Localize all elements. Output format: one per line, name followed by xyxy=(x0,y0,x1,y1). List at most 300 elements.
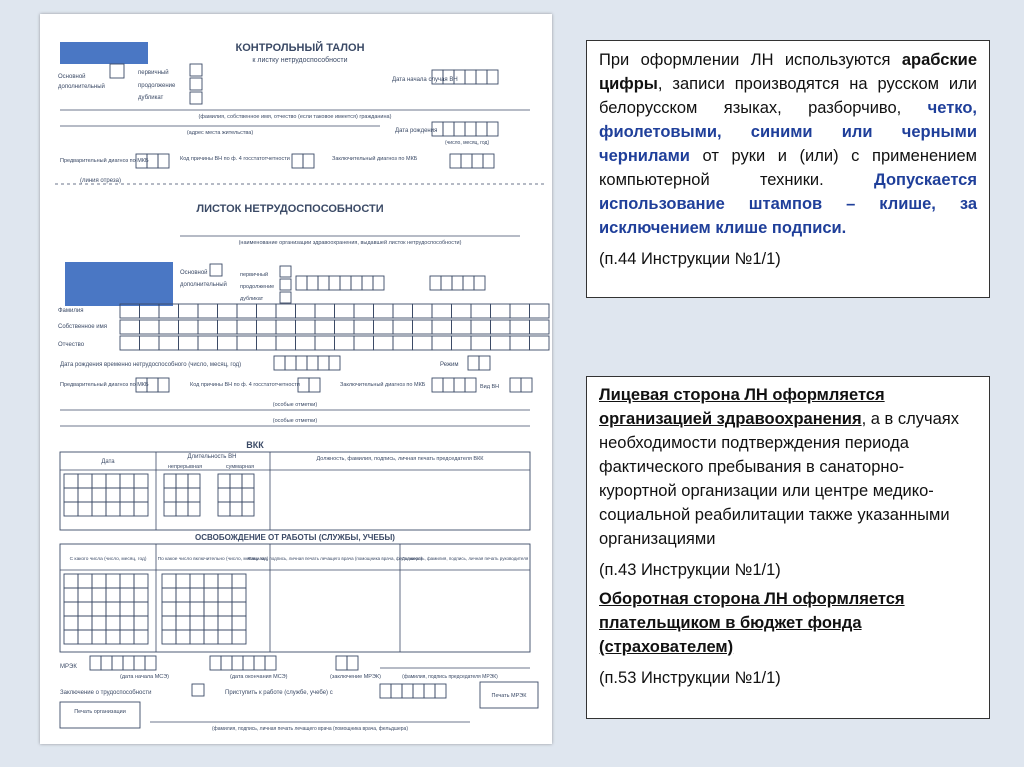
birth-cell xyxy=(443,122,454,136)
patronymic-cell xyxy=(140,336,160,350)
date-cell xyxy=(465,70,476,84)
patronymic-cell xyxy=(120,336,140,350)
patronymic-cell xyxy=(354,336,374,350)
number-cell xyxy=(441,276,452,290)
vkk-date-cell xyxy=(92,474,106,488)
rules-text-2: , записи производятся на русском или белорусском языках, разборчиво, xyxy=(599,75,977,117)
patronymic-cell xyxy=(276,336,296,350)
name-cell xyxy=(237,320,257,334)
final-diag-cell xyxy=(461,154,472,168)
release-from-cell xyxy=(120,574,134,588)
mrek-end-cell xyxy=(254,656,265,670)
name-cell xyxy=(354,320,374,334)
rules-text-ink: четко, фиолетовыми, синими или черными чернилами xyxy=(599,99,977,165)
vkk-date-cell xyxy=(120,474,134,488)
mrek-start-cell xyxy=(112,656,123,670)
mrek-start-caption: (дата начала МСЭ) xyxy=(120,674,169,680)
surname-cell xyxy=(393,304,413,318)
release-to-cell xyxy=(232,588,246,602)
vkk-total-cell xyxy=(242,502,254,516)
final-diag-cell xyxy=(483,154,494,168)
diag-cell xyxy=(147,154,158,168)
release-to-cell xyxy=(190,574,204,588)
seal-mrek-label: Печать МРЭК xyxy=(491,693,527,699)
release-col-to: По какое число включительно (число, месяц, год) xyxy=(157,557,269,562)
vkk-date-cell xyxy=(134,474,148,488)
redacted-block xyxy=(60,42,148,64)
release-to-cell xyxy=(204,588,218,602)
surname-cell xyxy=(452,304,472,318)
patronymic-cell xyxy=(257,336,277,350)
front-side-text xyxy=(599,383,977,551)
back-side-reference: (п.53 Инструкции №1/1) xyxy=(599,669,781,687)
rules-reference: (п.44 Инструкции №1/1) xyxy=(599,250,781,268)
release-to-cell xyxy=(204,616,218,630)
release-from-cell xyxy=(64,588,78,602)
surname-cell xyxy=(413,304,433,318)
release-from-cell xyxy=(78,574,92,588)
surname-cell xyxy=(140,304,160,318)
rules-text-stamps: Допускается использование штампов – клише, за исключением клише подписи. xyxy=(599,171,977,237)
label-additional: дополнительный xyxy=(180,282,227,288)
release-to-cell xyxy=(162,630,176,644)
mrek-concl-caption: (заключение МРЭК) xyxy=(330,674,381,680)
vkk-cont-cell xyxy=(176,502,188,516)
return-date-cell xyxy=(424,684,435,698)
date-issue-label: Дата начала случая ВН xyxy=(392,77,458,83)
form-title: ЛИСТОК НЕТРУДОСПОСОБНОСТИ xyxy=(196,203,384,215)
mrek-start-cell xyxy=(134,656,145,670)
checkbox xyxy=(210,264,222,276)
label-main: Основной xyxy=(180,270,208,276)
mrek-end-caption: (дата окончания МСЭ) xyxy=(230,674,288,680)
surname-cell xyxy=(296,304,316,318)
vkk-cont-cell xyxy=(164,502,176,516)
birth-cell xyxy=(476,122,487,136)
name-cell xyxy=(452,320,472,334)
prelim-diag-label: Предварительный диагноз по МКБ xyxy=(60,158,149,164)
number-cell xyxy=(362,276,373,290)
vkk-col-continuous: непрерывная xyxy=(167,464,203,470)
checkbox xyxy=(192,684,204,696)
seal-org-label: Печать организации xyxy=(74,709,126,715)
surname-cell xyxy=(471,304,491,318)
checkbox xyxy=(280,279,291,290)
surname-cell xyxy=(374,304,394,318)
cause-code-label: Код причины ВН по ф. 4 госстатотчетности xyxy=(180,156,290,162)
release-col-from: С какого числа (число, месяц, год) xyxy=(69,557,147,562)
vkk-col-chair: Должность, фамилия, подпись, личная печать председателя ВКК xyxy=(316,456,484,462)
vkk-date-cell xyxy=(134,502,148,516)
birth-cell xyxy=(465,122,476,136)
release-col-doctor: Фамилия, подпись, личная печать лечащего врача (помощника врача, фельдшера) xyxy=(247,556,423,561)
vkk-total-cell xyxy=(230,488,242,502)
vkk-table xyxy=(60,452,530,530)
surname-cell xyxy=(159,304,179,318)
mrek-end-cell xyxy=(243,656,254,670)
vkk-date-cell xyxy=(78,488,92,502)
release-from-cell xyxy=(106,616,120,630)
final-diag-label: Заключительный диагноз по МКБ xyxy=(340,382,426,388)
redacted-block xyxy=(65,262,173,306)
name-label: Собственное имя xyxy=(58,324,107,330)
release-to-cell xyxy=(162,602,176,616)
notes-caption: (особые отметки) xyxy=(272,418,318,424)
name-cell xyxy=(471,320,491,334)
vkk-cont-cell xyxy=(176,488,188,502)
release-from-cell xyxy=(120,630,134,644)
mrek-start-cell xyxy=(101,656,112,670)
release-from-cell xyxy=(78,588,92,602)
checkbox xyxy=(190,92,202,104)
release-from-cell xyxy=(92,616,106,630)
vkk-date-cell xyxy=(64,502,78,516)
vkk-date-cell xyxy=(120,502,134,516)
surname-label: Фамилия xyxy=(58,308,84,314)
name-cell xyxy=(491,320,511,334)
surname-cell xyxy=(237,304,257,318)
surname-cell xyxy=(530,304,550,318)
final-diag-cell xyxy=(472,154,483,168)
patronymic-cell xyxy=(296,336,316,350)
checkbox xyxy=(190,78,202,90)
name-cell xyxy=(374,320,394,334)
release-to-cell xyxy=(232,574,246,588)
release-to-cell xyxy=(204,630,218,644)
vkk-total-cell xyxy=(218,488,230,502)
surname-cell xyxy=(315,304,335,318)
rules-panel xyxy=(586,40,990,298)
release-to-cell xyxy=(218,630,232,644)
label-duplicate: дубликат xyxy=(240,296,264,302)
mrek-concl-cell xyxy=(347,656,358,670)
mrek-end-cell xyxy=(232,656,243,670)
rules-text-3: от руки и (или) с применением компьютерной техники. xyxy=(599,147,977,189)
release-from-cell xyxy=(106,630,120,644)
vkk-date-cell xyxy=(64,474,78,488)
vkk-cont-cell xyxy=(164,474,176,488)
vkk-title: ВКК xyxy=(246,440,264,450)
patronymic-cell xyxy=(315,336,335,350)
name-cell xyxy=(140,320,160,334)
number-cell xyxy=(474,276,485,290)
vkk-total-cell xyxy=(242,488,254,502)
birth-cell xyxy=(487,122,498,136)
release-to-cell xyxy=(176,616,190,630)
release-to-cell xyxy=(218,574,232,588)
number-cell xyxy=(463,276,474,290)
surname-cell xyxy=(510,304,530,318)
patronymic-cell xyxy=(491,336,511,350)
release-to-cell xyxy=(176,602,190,616)
doctor-sign-caption: (фамилия, подпись, личная печать лечащего врача (помощника врача, фельдшера) xyxy=(212,726,408,732)
release-to-cell xyxy=(190,630,204,644)
patronymic-cell xyxy=(530,336,550,350)
release-to-cell xyxy=(190,588,204,602)
vkk-date-cell xyxy=(64,488,78,502)
vkk-date-cell xyxy=(78,474,92,488)
mrek-end-cell xyxy=(210,656,221,670)
diag-cell xyxy=(158,154,169,168)
vid-vn-cell xyxy=(521,378,532,392)
name-cell xyxy=(179,320,199,334)
name-cell xyxy=(335,320,355,334)
regime-label: Режим xyxy=(440,362,459,368)
birth-date-label: Дата рождения xyxy=(395,128,438,134)
vkk-col-total: суммарная xyxy=(225,464,255,470)
org-caption: (наименование организации здравоохранения, выдавшей листок нетрудоспособности) xyxy=(238,240,462,246)
label-primary: первичный xyxy=(138,70,169,76)
release-to-cell xyxy=(232,616,246,630)
release-to-cell xyxy=(218,588,232,602)
name-cell xyxy=(159,320,179,334)
vkk-date-cell xyxy=(106,488,120,502)
regime-cell xyxy=(479,356,490,370)
return-date-cell xyxy=(391,684,402,698)
return-date-cell xyxy=(380,684,391,698)
cause-cell xyxy=(292,154,303,168)
label-continuation: продолжение xyxy=(240,284,275,290)
notes-caption: (особые отметки) xyxy=(272,402,318,408)
release-from-cell xyxy=(120,602,134,616)
release-from-cell xyxy=(92,574,106,588)
patronymic-cell xyxy=(393,336,413,350)
label-additional: дополнительный xyxy=(58,84,105,90)
checkbox xyxy=(280,266,291,277)
address-caption: (адрес места жительства) xyxy=(186,130,254,136)
birth-cell xyxy=(454,122,465,136)
front-side-body: , а в случаях необходимости подтверждения периода фактического пребывания в санаторно-курортной организации или центре медико-социальной реабилитации также указанными организациями xyxy=(599,410,959,548)
surname-cell xyxy=(432,304,452,318)
name-cell xyxy=(315,320,335,334)
vid-vn-cell xyxy=(510,378,521,392)
final-diag-cell xyxy=(432,378,443,392)
vkk-date-cell xyxy=(78,502,92,516)
mrek-start-cell xyxy=(123,656,134,670)
patronymic-cell xyxy=(374,336,394,350)
release-from-cell xyxy=(120,616,134,630)
name-cell xyxy=(413,320,433,334)
vkk-cont-cell xyxy=(188,488,200,502)
release-from-cell xyxy=(92,602,106,616)
birth-temp-cell xyxy=(307,356,318,370)
rules-text-1: При оформлении ЛН используются xyxy=(599,51,891,69)
name-cell xyxy=(530,320,550,334)
sides-panel xyxy=(586,376,990,719)
release-to-cell xyxy=(176,588,190,602)
release-col-head: Должность, фамилия, подпись, личная печать руководителя xyxy=(401,556,529,561)
stub-subtitle: к листку нетрудоспособности xyxy=(252,57,348,64)
release-from-cell xyxy=(134,602,148,616)
release-from-cell xyxy=(64,602,78,616)
label-main: Основной xyxy=(58,74,86,80)
final-diag-cell xyxy=(443,378,454,392)
vkk-total-cell xyxy=(230,474,242,488)
name-cell xyxy=(510,320,530,334)
vkk-date-cell xyxy=(92,502,106,516)
release-from-cell xyxy=(134,630,148,644)
birth-caption: (число, месяц, год) xyxy=(445,140,490,146)
release-from-cell xyxy=(64,574,78,588)
name-cell xyxy=(198,320,218,334)
release-from-cell xyxy=(64,616,78,630)
back-side-text xyxy=(599,587,977,659)
vkk-date-cell xyxy=(120,488,134,502)
number-cell xyxy=(373,276,384,290)
vkk-cont-cell xyxy=(176,474,188,488)
release-to-cell xyxy=(190,616,204,630)
vkk-date-cell xyxy=(106,502,120,516)
mrek-end-cell xyxy=(265,656,276,670)
release-from-cell xyxy=(78,602,92,616)
number-cell xyxy=(296,276,307,290)
release-from-cell xyxy=(78,630,92,644)
patronymic-cell xyxy=(237,336,257,350)
number-cell xyxy=(340,276,351,290)
name-cell xyxy=(393,320,413,334)
vkk-total-cell xyxy=(218,474,230,488)
surname-cell xyxy=(354,304,374,318)
date-cell xyxy=(487,70,498,84)
fio-caption: (фамилия, собственное имя, отчество (если таковое имеется) гражданина) xyxy=(198,114,392,120)
vkk-cont-cell xyxy=(188,474,200,488)
birth-temp-label: Дата рождения временно нетрудоспособного (число, месяц, год) xyxy=(60,362,242,368)
patronymic-cell xyxy=(198,336,218,350)
release-to-cell xyxy=(176,574,190,588)
vkk-col-duration: Длительность ВН xyxy=(187,454,237,460)
name-cell xyxy=(120,320,140,334)
surname-cell xyxy=(335,304,355,318)
stub-title: КОНТРОЛЬНЫЙ ТАЛОН xyxy=(235,42,365,54)
checkbox xyxy=(110,64,124,78)
mrek-sign-caption: (фамилия, подпись председателя МРЭК) xyxy=(402,674,498,680)
checkbox xyxy=(190,64,202,76)
release-from-cell xyxy=(78,616,92,630)
number-cell xyxy=(351,276,362,290)
release-from-cell xyxy=(92,588,106,602)
release-from-cell xyxy=(120,588,134,602)
patronymic-cell xyxy=(335,336,355,350)
release-to-cell xyxy=(204,602,218,616)
patronymic-cell xyxy=(432,336,452,350)
number-cell xyxy=(329,276,340,290)
name-cell xyxy=(432,320,452,334)
vid-vn-label: Вид ВН xyxy=(480,384,500,390)
number-cell xyxy=(318,276,329,290)
birth-temp-cell xyxy=(318,356,329,370)
vkk-date-cell xyxy=(106,474,120,488)
label-primary: первичный xyxy=(240,272,269,278)
checkbox xyxy=(280,292,291,303)
patronymic-cell xyxy=(471,336,491,350)
release-to-cell xyxy=(176,630,190,644)
rules-text-arabic: арабские цифры xyxy=(599,51,978,93)
return-date-cell xyxy=(402,684,413,698)
back-side-heading: Оборотная сторона ЛН оформляется плательщиком в бюджет фонда (страхователем) xyxy=(599,590,905,656)
vkk-col-date: Дата xyxy=(101,459,115,465)
name-cell xyxy=(276,320,296,334)
label-duplicate: дубликат xyxy=(138,95,164,101)
patronymic-label: Отчество xyxy=(58,342,85,348)
mrek-concl-cell xyxy=(336,656,347,670)
cause-code-label: Код причины ВН по ф. 4 госстатотчетности xyxy=(190,382,300,388)
vkk-date-cell xyxy=(134,488,148,502)
surname-cell xyxy=(218,304,238,318)
release-from-cell xyxy=(134,588,148,602)
date-cell xyxy=(476,70,487,84)
front-side-reference: (п.43 Инструкции №1/1) xyxy=(599,561,781,579)
surname-cell xyxy=(491,304,511,318)
number-cell xyxy=(307,276,318,290)
rules-text xyxy=(599,48,977,240)
number-cell xyxy=(452,276,463,290)
birth-temp-cell xyxy=(285,356,296,370)
name-cell xyxy=(296,320,316,334)
number-cell xyxy=(430,276,441,290)
release-to-cell xyxy=(218,616,232,630)
diag-cell xyxy=(158,378,169,392)
label-continuation: продолжение xyxy=(138,83,176,89)
patronymic-cell xyxy=(510,336,530,350)
release-from-cell xyxy=(134,616,148,630)
regime-cell xyxy=(468,356,479,370)
mrek-label: МРЭК xyxy=(60,664,77,670)
release-to-cell xyxy=(218,602,232,616)
birth-temp-cell xyxy=(296,356,307,370)
final-diag-cell xyxy=(454,378,465,392)
surname-cell xyxy=(276,304,296,318)
cut-line-label: (линия отреза) xyxy=(80,178,122,184)
diag-cell xyxy=(147,378,158,392)
surname-cell xyxy=(120,304,140,318)
patronymic-cell xyxy=(179,336,199,350)
final-diag-label: Заключительный диагноз по МКБ xyxy=(332,156,418,162)
release-from-cell xyxy=(106,588,120,602)
release-from-cell xyxy=(134,574,148,588)
release-to-cell xyxy=(162,588,176,602)
mrek-start-cell xyxy=(90,656,101,670)
return-date-cell xyxy=(435,684,446,698)
release-to-cell xyxy=(232,630,246,644)
release-to-cell xyxy=(162,574,176,588)
name-cell xyxy=(257,320,277,334)
release-to-cell xyxy=(190,602,204,616)
seal-org-box xyxy=(60,702,140,728)
patronymic-cell xyxy=(159,336,179,350)
form-photo xyxy=(40,14,552,744)
patronymic-cell xyxy=(218,336,238,350)
final-diag-cell xyxy=(465,378,476,392)
release-to-cell xyxy=(162,616,176,630)
vkk-cont-cell xyxy=(188,502,200,516)
birth-temp-cell xyxy=(329,356,340,370)
sick-leave-form xyxy=(40,14,552,744)
surname-cell xyxy=(198,304,218,318)
cause-cell xyxy=(309,378,320,392)
prelim-diag-label: Предварительный диагноз по МКБ xyxy=(60,382,149,388)
vkk-date-cell xyxy=(92,488,106,502)
vkk-total-cell xyxy=(242,474,254,488)
vkk-cont-cell xyxy=(164,488,176,502)
release-title: ОСВОБОЖДЕНИЕ ОТ РАБОТЫ (СЛУЖБЫ, УЧЕБЫ) xyxy=(195,533,395,542)
mrek-end-cell xyxy=(221,656,232,670)
vkk-total-cell xyxy=(230,502,242,516)
vkk-total-cell xyxy=(218,502,230,516)
work-concl-label: Заключение о трудоспособности xyxy=(60,690,152,696)
mrek-start-cell xyxy=(145,656,156,670)
surname-cell xyxy=(179,304,199,318)
release-from-cell xyxy=(106,602,120,616)
